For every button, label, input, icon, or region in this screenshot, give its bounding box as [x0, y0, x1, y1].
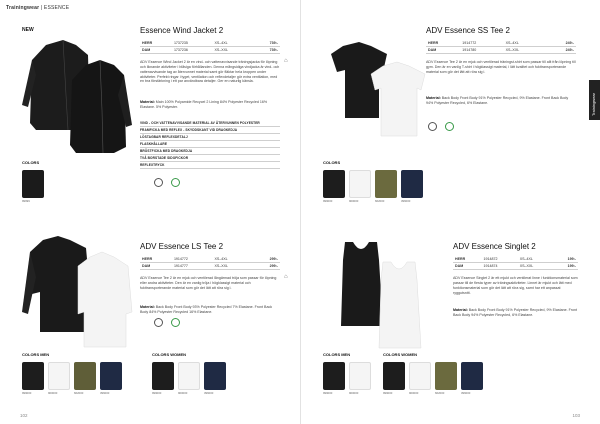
recycled-icon [426, 122, 438, 132]
singlet-image [331, 236, 431, 351]
table-row: DAM 1914874 XS–XXL 199:- [455, 264, 576, 269]
table-row: DAM 1914777 XS–XXL 299:- [142, 264, 278, 269]
eco-icon [443, 122, 455, 132]
color-swatch[interactable]: 396000 [100, 362, 122, 395]
colors-men-label: COLORS MEN [22, 352, 50, 357]
product-material: Material: Back Body Front Body 91% Polyester Recycled, 9% Elastane. Front Back Body 94% Polyester Recycled, 6% Elastane. [426, 96, 569, 105]
feature-icons [152, 318, 181, 328]
table-row: DAM 1737236 XS–XXL 739:- [142, 48, 278, 53]
color-swatch[interactable]: 999000 [152, 362, 174, 395]
recycled-icon [152, 178, 164, 188]
feature-icons [152, 178, 181, 188]
colors-label: COLORS [22, 160, 40, 165]
color-swatches [323, 170, 423, 203]
ls-tee-image [18, 232, 133, 350]
color-swatch[interactable]: 999000 [22, 362, 44, 395]
table-row: HERR 1914772 XS–4XL 299:- [142, 257, 278, 262]
color-swatches-women [152, 362, 226, 395]
list-item: FLASKHÅLLARE [140, 141, 280, 148]
color-swatch[interactable]: 900000 [349, 170, 371, 203]
color-swatch[interactable]: 396000 [401, 170, 423, 203]
product-title: ADV Essence SS Tee 2 [426, 26, 510, 35]
color-swatches-women [383, 362, 483, 395]
product-material: Material: Back Body Front Body 91% Polyester Recycled, 9% Elastane. Front Back Body 94% Polyester Recycled, 6% Elastane. [453, 308, 578, 317]
hanger-icon: ⌂ [284, 58, 288, 64]
product-description: ADV Essence Tee 2 är en mjuk och ventilerad träningst-shirt som passar till allt från löpning till gym. Den är en vanlig T-shirt i högklassigt material, i lätt kvalitet och fukttransporterande material som gör det lätt att röra sig i. [426, 60, 576, 74]
table-row: HERR 1914772 XS–4XL 249:- [428, 41, 574, 46]
color-swatches [22, 170, 44, 203]
product-description: ADV Essence Tee 2 är en mjuk och ventilerad långärmad tröja som passar för löpning eller andra aktiviteter. Den är en vanlig tröja i högklassigt material och fukttransporterande material som gör det lätt att röra sig i. [140, 276, 277, 290]
list-item: REFLEXTRYCK [140, 162, 280, 169]
eco-icon [169, 178, 181, 188]
wind-jacket-image [18, 35, 133, 160]
color-swatch[interactable]: 999000 [383, 362, 405, 395]
colors-label: COLORS [323, 160, 341, 165]
product-material: Material: Main 100% Polyamide Recycel 2 Lining 84% Polyester Recycled 16% Elastane. 5% Polyester. [140, 100, 268, 109]
color-swatches-men [323, 362, 371, 395]
table-row: DAM 1914780 XS–XXL 249:- [428, 48, 574, 53]
list-item: FRAMFICKA MED REFLEX - SKYDDSKANT VID DRAGKEDJA [140, 127, 280, 134]
eco-icon [169, 318, 181, 328]
color-swatch[interactable]: 999000 [323, 170, 345, 203]
product-title: Essence Wind Jacket 2 [140, 26, 224, 35]
color-swatch[interactable]: 900000 [48, 362, 70, 395]
colors-men-label: COLORS MEN [323, 352, 351, 357]
product-description: ADV Essence Wind Jacket 2 är en vind- och vattenavvisande träningsjacka för löpning och liknande aktiviteter i blåsiga förhållanden. Denna mångsidiga vindjacka är vind- och vattenavvisande tag av återvunnet material samt gör fläktar hela kroppen under aktiviteter. Perfekt ringar i tyget, ventilation och reflexdetaljer gör extra ventilation, med en bra förstärkning i ett par användbara detaljer. Ger en naturlig känsla. [140, 60, 280, 84]
section-header: Trainingwear | ESSENCE [6, 5, 70, 11]
feature-icons [426, 122, 455, 132]
color-swatches-men [22, 362, 122, 395]
page-number: 103 [572, 413, 580, 418]
colors-women-label: COLORS WOMEN [152, 352, 186, 357]
price-table [140, 256, 280, 270]
page-number: 102 [20, 413, 28, 418]
colors-women-label: COLORS WOMEN [383, 352, 417, 357]
new-badge: NEW [22, 27, 34, 33]
hanger-icon: ⌂ [284, 274, 288, 280]
side-tab: Trainingwear [589, 80, 600, 120]
price-table [453, 256, 578, 270]
color-swatch[interactable]: 900000 [349, 362, 371, 395]
product-title: ADV Essence LS Tee 2 [140, 242, 224, 251]
list-item: TVÅ BORSTADE SIDOFICKOR [140, 155, 280, 162]
price-table [140, 40, 280, 54]
price-table [426, 40, 576, 54]
right-page [300, 0, 600, 424]
list-item: BRÖSTFICKA MED DRAGKEDJA [140, 148, 280, 155]
product-material: Material: Back Body Front Body 93% Polyester Recycled 7% Elastane. Front Back Body 84% Polyester Recycled 16% Elastane. [140, 305, 273, 314]
product-description: ADV Essence Singlet 2 är ett mjukt och ventilerat linne i funktionsmaterial som passar till de flesta typer av träningsaktiviteter. Linnet är mjukt och lätt med funktionsmaterial som gör det lätt att röra sig, samt har ett anpassat ryggutsnitt. [453, 276, 578, 295]
recycled-icon [152, 318, 164, 328]
color-swatch[interactable]: 900000 [409, 362, 431, 395]
color-swatch[interactable]: 662000 [375, 170, 397, 203]
color-swatch[interactable]: 99999 [22, 170, 44, 203]
color-swatch[interactable]: 662000 [74, 362, 96, 395]
color-swatch[interactable]: 396000 [461, 362, 483, 395]
table-row: HERR 1914872 XS–4XL 199:- [455, 257, 576, 262]
feature-list [140, 120, 280, 169]
color-swatch[interactable]: 396000 [204, 362, 226, 395]
color-swatch[interactable]: 662000 [435, 362, 457, 395]
color-swatch[interactable]: 900000 [178, 362, 200, 395]
list-item: VIND - OCH VATTENAVVISANDE MATERIAL AV ÅTERVUNNEN POLYESTER [140, 120, 280, 127]
list-item: LÖSTAGBAR REFLEXDETALJ [140, 134, 280, 141]
table-row: HERR 1737235 XS–4XL 739:- [142, 41, 278, 46]
color-swatch[interactable]: 999000 [323, 362, 345, 395]
product-title: ADV Essence Singlet 2 [453, 242, 536, 251]
ss-tee-image [323, 38, 433, 138]
